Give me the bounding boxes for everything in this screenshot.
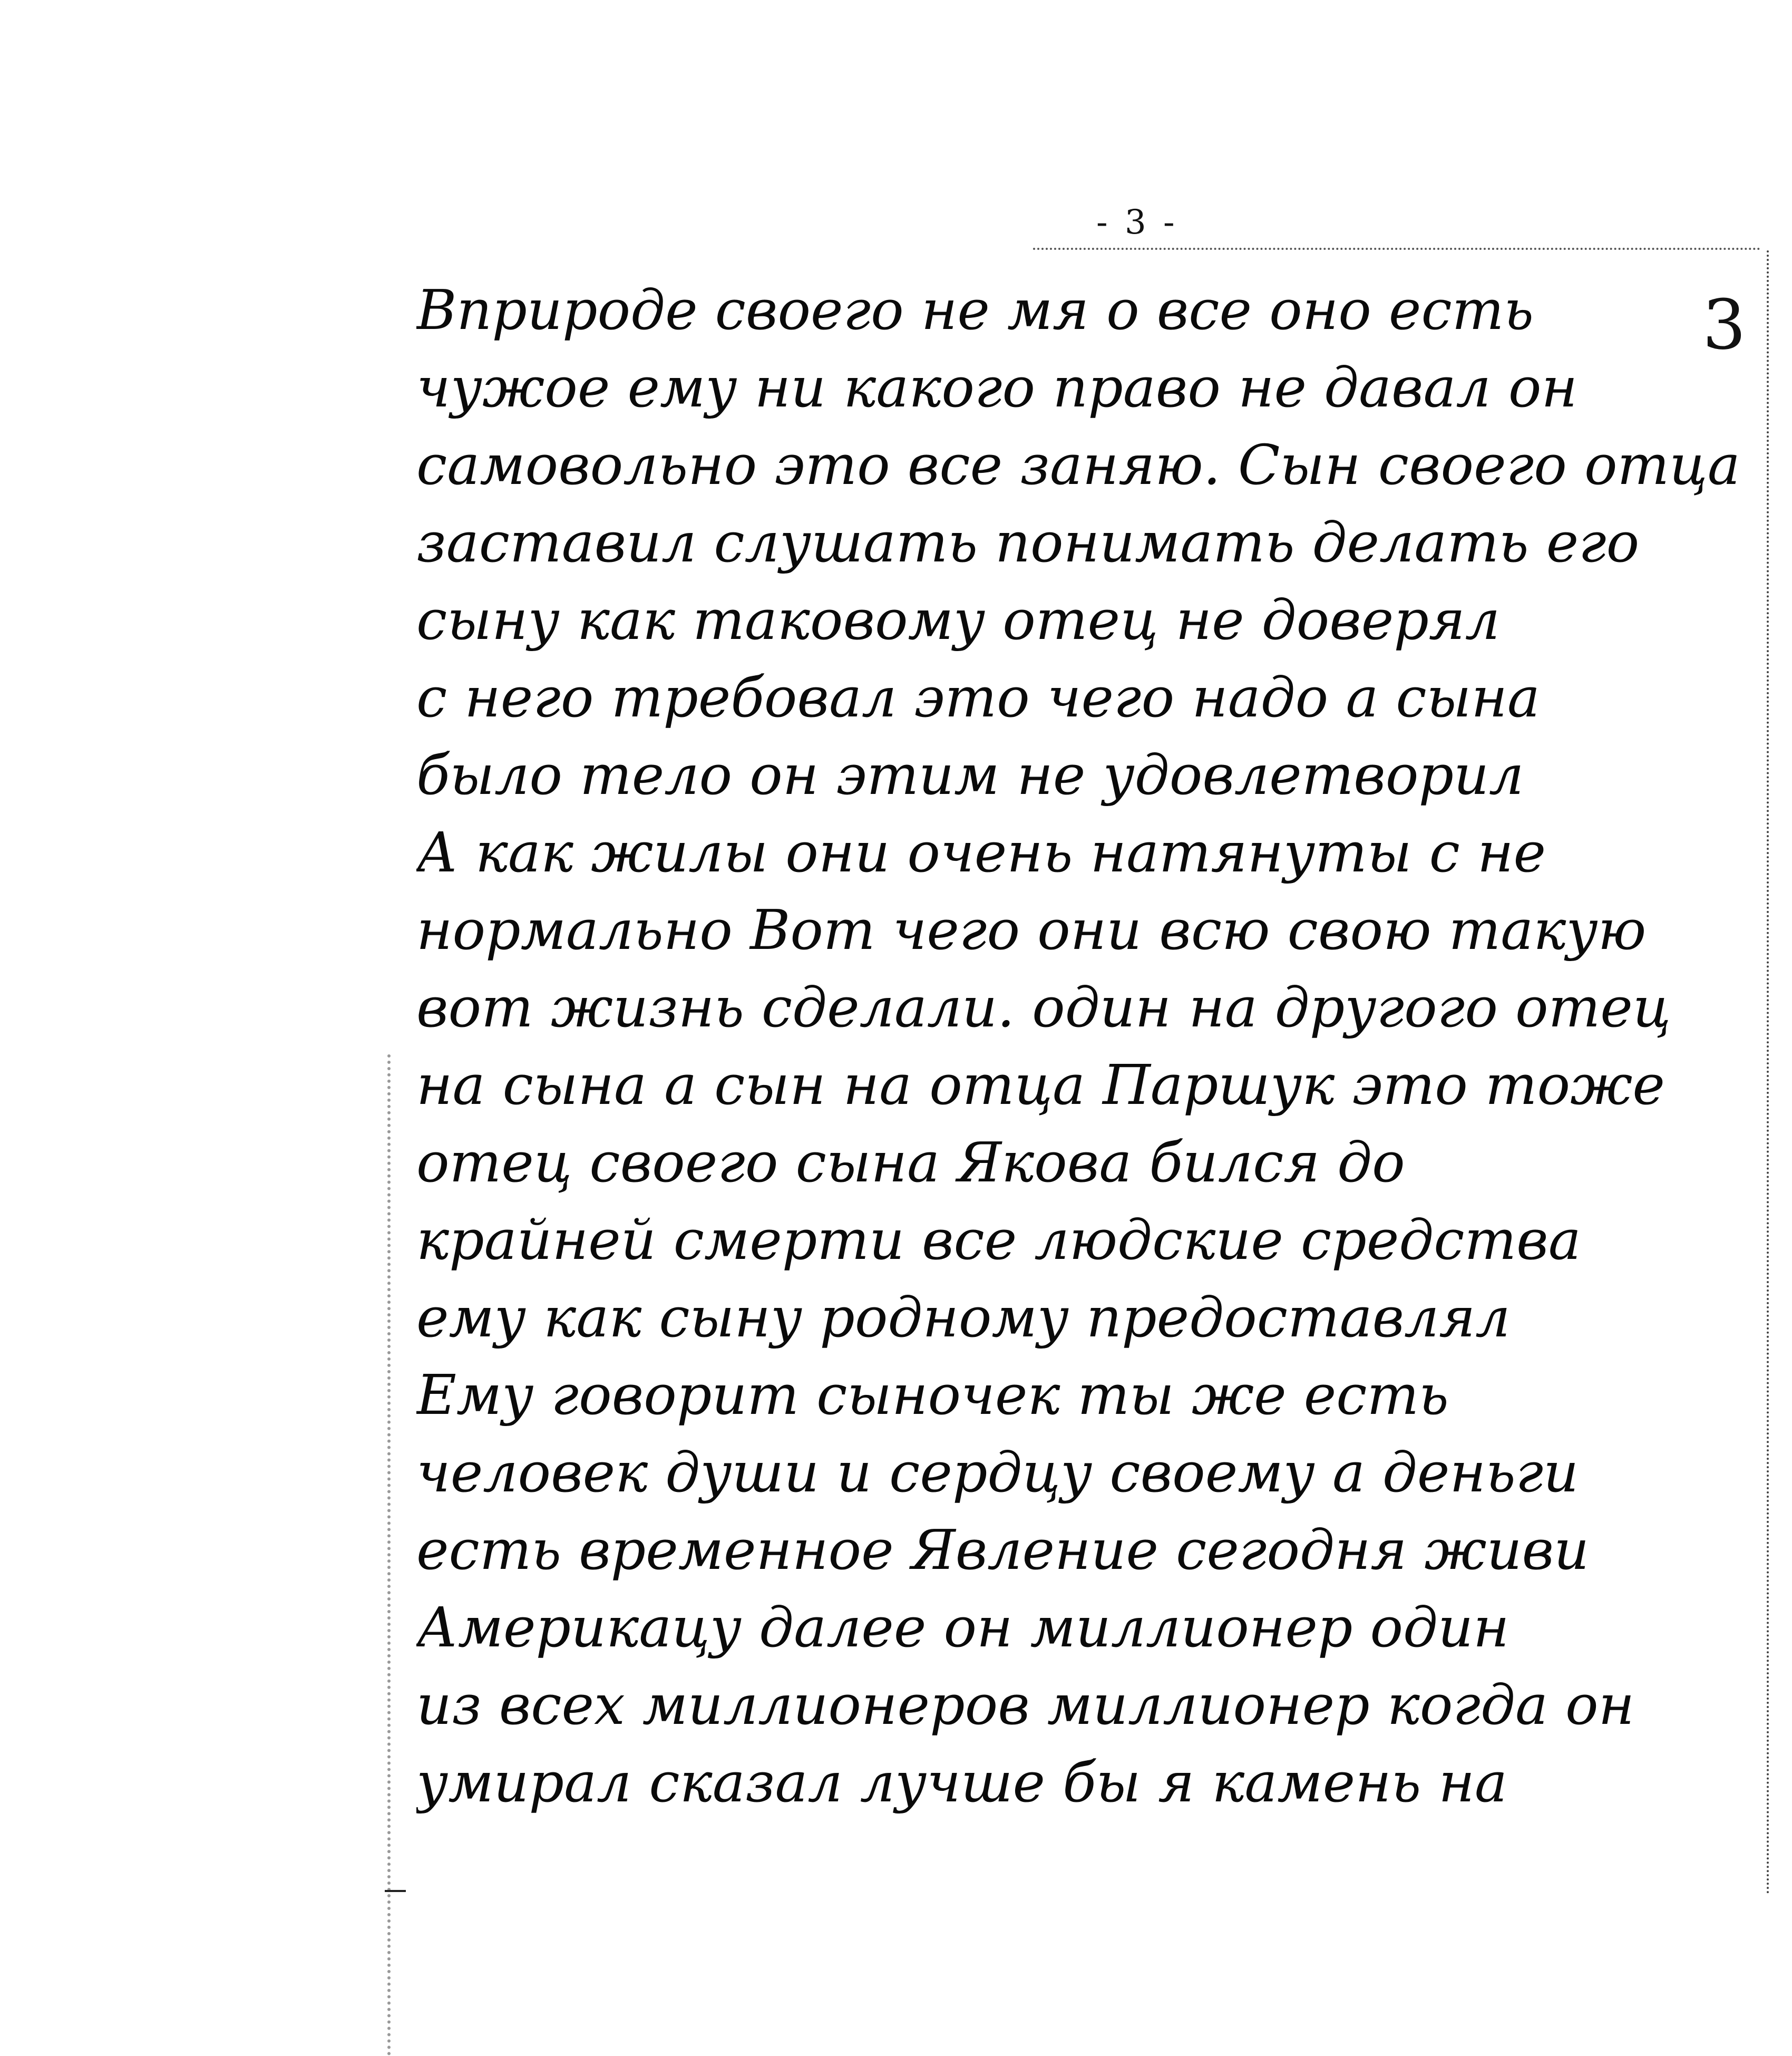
text-line-13: крайней смерти все людские средства	[416, 1208, 1581, 1272]
top-page-edge	[1033, 248, 1760, 250]
right-page-edge	[1767, 250, 1769, 1895]
text-line-8: А как жилы они очень натянуты с не	[416, 820, 1546, 885]
text-line-7: было тело он этим не удовлетворил	[416, 743, 1524, 807]
text-line-12: отец своего сына Якова бился до	[416, 1130, 1405, 1195]
text-line-18: Америкацу далее он миллионер один	[416, 1595, 1509, 1660]
text-line-10: вот жизнь сделали. один на другого отец	[416, 975, 1671, 1040]
text-line-9: нормально Вот чего они всю свою такую	[416, 898, 1647, 962]
text-line-16: человек души и сердцу своему а деньги	[416, 1440, 1579, 1505]
text-line-3: самовольно это все заняю. Сын своего отца	[416, 433, 1740, 497]
text-line-14: ему как сыну родному предоставлял	[416, 1285, 1511, 1350]
handwritten-text	[416, 271, 1745, 1821]
text-line-6: с него требовал это чего надо а сына	[416, 665, 1540, 730]
text-line-17: есть временное Явление сегодня живи	[416, 1518, 1590, 1582]
binding-holes	[387, 1054, 391, 2056]
margin-dash	[385, 1890, 406, 1892]
text-line-5: сыну как таковому отец не доверял	[416, 588, 1500, 652]
text-line-1: Вприроде своего не мя о все оно есть	[416, 278, 1534, 342]
text-line-11: на сына а сын на отца Паршук это тоже	[416, 1053, 1665, 1117]
text-line-2: чужое ему ни какого право не давал он	[416, 355, 1577, 420]
page-number: - 3 -	[1096, 203, 1178, 242]
text-line-4: заставил слушать понимать делать его	[416, 510, 1640, 575]
text-line-15: Ему говорит сыночек ты же есть	[416, 1363, 1449, 1427]
text-line-20: умирал сказал лучше бы я камень на	[416, 1750, 1507, 1815]
text-line-19: из всех миллионеров миллионер когда он	[416, 1673, 1635, 1737]
margin-page-number: 3	[1702, 285, 1746, 365]
